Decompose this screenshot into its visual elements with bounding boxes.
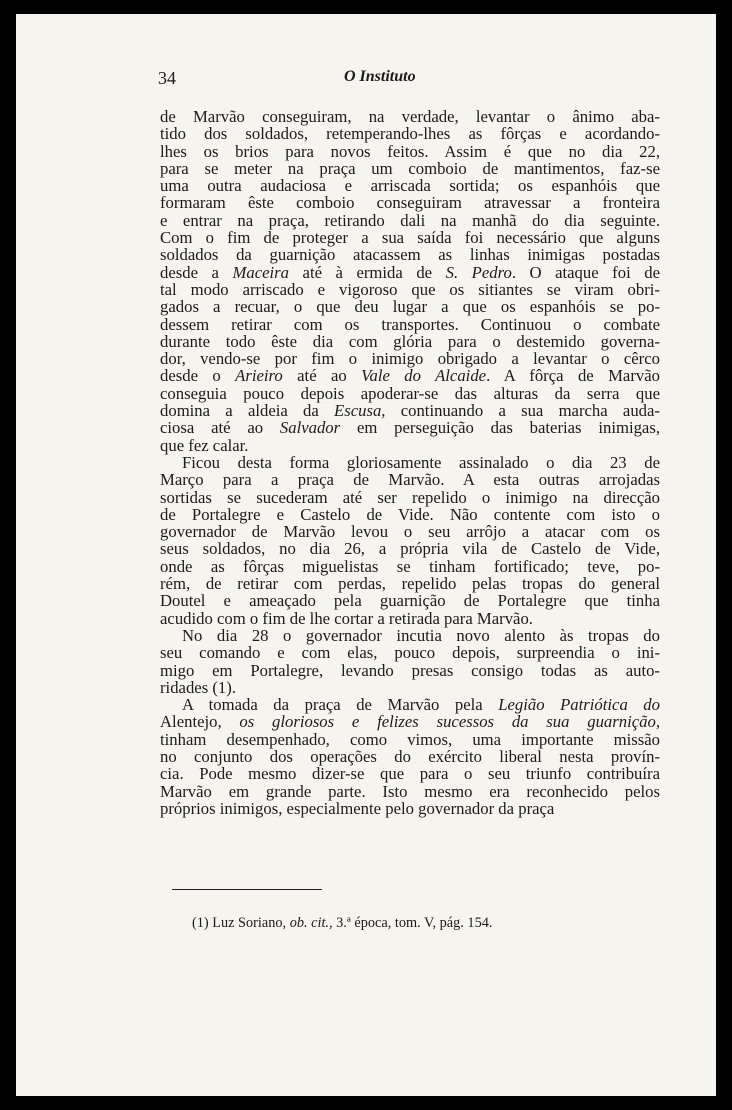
text-line bbox=[160, 506, 660, 523]
text-segment: uma outra audaciosa e arriscada sortida; os espanhóis que bbox=[160, 176, 660, 196]
text-line bbox=[160, 402, 660, 419]
text-segment: No dia 28 o governador incutia novo alento às tropas do bbox=[182, 625, 660, 645]
text-line bbox=[160, 298, 660, 315]
text-segment: dessem retirar com os transportes. Continuou o combate bbox=[160, 314, 660, 334]
text-segment: ridades (1). bbox=[160, 677, 236, 697]
text-line bbox=[160, 177, 660, 194]
text-segment: seu comando e com elas, pouco depois, surpreendia o ini- bbox=[160, 643, 660, 663]
text-segment: em perseguição das baterias inimigas, bbox=[340, 418, 660, 438]
footnote-marker: (1) bbox=[192, 915, 209, 931]
text-segment: conseguia pouco depois apoderar-se das alturas da serra que bbox=[160, 383, 660, 403]
text-segment: continuando a sua marcha auda- bbox=[385, 401, 660, 421]
text-line bbox=[160, 783, 660, 800]
footnote-work: ob. cit., bbox=[289, 915, 333, 931]
text-segment: A tomada da praça de Marvão pela bbox=[182, 695, 499, 715]
text-segment: lhes os brios para novos feitos. Assim é que no dia 22, bbox=[160, 141, 660, 161]
text-segment: que fez calar. bbox=[160, 435, 249, 455]
text-segment: rém, de retirar com perdas, repelido pelas tropas do general bbox=[160, 574, 660, 594]
text-segment: até à ermida de bbox=[289, 262, 446, 282]
text-segment: dor, vendo-se por fim o inimigo obrigado a levantar o cêrco bbox=[160, 349, 660, 369]
page-number: 34 bbox=[158, 68, 176, 88]
text-segment: sortidas se sucederam até ser repelido o inimigo na direcção bbox=[160, 487, 660, 507]
text-line bbox=[160, 281, 660, 298]
text-segment: governador de Marvão levou o seu arrôjo a atacar com os bbox=[160, 522, 660, 542]
text-segment: . A fôrça de Marvão bbox=[486, 366, 660, 386]
text-line bbox=[160, 540, 660, 557]
text-segment: tal modo arriscado e vigoroso que os sitiantes se viram obri- bbox=[160, 279, 660, 299]
text-line bbox=[160, 194, 660, 211]
text-line bbox=[160, 610, 660, 627]
text-segment: desde o bbox=[160, 366, 236, 386]
running-title: O Instituto bbox=[344, 68, 416, 85]
italic-segment: Arieiro bbox=[235, 366, 283, 386]
text-line bbox=[160, 731, 660, 748]
text-line bbox=[160, 696, 660, 713]
text-segment: Ficou desta forma gloriosamente assinalado o dia 23 de bbox=[182, 452, 660, 472]
text-line bbox=[160, 316, 660, 333]
text-segment: seus soldados, no dia 26, a própria vila de Castelo de Vide, bbox=[160, 539, 660, 559]
book-page bbox=[16, 14, 716, 1096]
text-segment: ciosa até ao bbox=[160, 418, 280, 438]
text-segment: e entrar na praça, retirando dali na manhã do dia seguinte. bbox=[160, 210, 660, 230]
text-line bbox=[160, 592, 660, 609]
body-text bbox=[160, 108, 660, 817]
text-segment: no conjunto dos operações do exército liberal nesta provín- bbox=[160, 746, 660, 766]
text-segment: gados a recuar, o que deu lugar a que os espanhóis se po- bbox=[160, 297, 660, 317]
text-line bbox=[160, 350, 660, 367]
italic-segment: Salvador bbox=[279, 418, 341, 438]
text-line bbox=[160, 143, 660, 160]
footnote bbox=[192, 915, 612, 932]
text-line bbox=[160, 523, 660, 540]
italic-segment: Vale do Alcaide bbox=[361, 366, 487, 386]
text-line bbox=[160, 471, 660, 488]
text-segment: acudido com o fim de lhe cortar a retirada para Marvão. bbox=[160, 608, 533, 628]
italic-segment: Maceira bbox=[232, 262, 290, 282]
text-line bbox=[160, 125, 660, 142]
text-segment: para se meter na praça um comboio de mantimentos, faz-se bbox=[160, 158, 660, 178]
text-segment: Março para a praça de Marvão. A esta outras arrojadas bbox=[160, 470, 660, 490]
text-segment: desde a bbox=[160, 262, 233, 282]
text-segment: migo em Portalegre, levando presas consigo todas as auto- bbox=[160, 660, 660, 680]
text-line bbox=[160, 419, 660, 436]
text-segment: tinham desempenhado, como vimos, uma importante missão bbox=[160, 729, 660, 749]
page-header bbox=[158, 68, 658, 92]
text-line bbox=[160, 229, 660, 246]
italic-segment: os gloriosos e felizes sucessos da sua guarnição, bbox=[221, 712, 660, 732]
text-line bbox=[160, 765, 660, 782]
text-segment: formaram êste comboio conseguiram atravessar a fronteira bbox=[160, 193, 660, 213]
footnote-reference: 3.ª época, tom. V, pág. 154. bbox=[336, 915, 493, 931]
text-line bbox=[160, 713, 660, 730]
text-line bbox=[160, 264, 660, 281]
italic-segment: S. Pedro bbox=[445, 262, 512, 282]
text-segment: Com o fim de proteger a sua saída foi necessário que alguns bbox=[160, 228, 660, 248]
text-line bbox=[160, 454, 660, 471]
text-line bbox=[160, 212, 660, 229]
text-line bbox=[160, 644, 660, 661]
text-line bbox=[160, 246, 660, 263]
text-segment: cia. Pode mesmo dizer-se que para o seu triunfo contribuíra bbox=[160, 764, 660, 784]
text-segment: próprios inimigos, especialmente pelo governador da praça bbox=[160, 798, 555, 818]
text-segment: de Portalegre e Castelo de Vide. Não contente com isto o bbox=[160, 504, 660, 524]
text-segment: Doutel e ameaçado pela guarnição de Portalegre que tinha bbox=[160, 591, 660, 611]
text-line bbox=[160, 575, 660, 592]
text-line bbox=[160, 558, 660, 575]
text-segment: de Marvão conseguiram, na verdade, levantar o ânimo aba- bbox=[160, 107, 660, 126]
footnote-author: Luz Soriano, bbox=[212, 915, 287, 931]
text-segment: tido dos soldados, retemperando-lhes as fôrças e acordando- bbox=[160, 124, 660, 144]
text-segment: até ao bbox=[282, 366, 362, 386]
text-line bbox=[160, 489, 660, 506]
italic-segment: Escusa, bbox=[334, 401, 386, 421]
text-segment: Alentejo, bbox=[160, 712, 222, 732]
text-line bbox=[160, 437, 660, 454]
text-line bbox=[160, 800, 660, 817]
text-line bbox=[160, 333, 660, 350]
text-line bbox=[160, 679, 660, 696]
text-segment: domina a aldeia da bbox=[160, 401, 335, 421]
text-line bbox=[160, 160, 660, 177]
footnote-rule bbox=[172, 889, 322, 890]
text-line bbox=[160, 385, 660, 402]
text-segment: durante todo êste dia com glória para o destemido governa- bbox=[160, 331, 660, 351]
text-line bbox=[160, 367, 660, 384]
text-line bbox=[160, 627, 660, 644]
text-segment: Marvão em grande parte. Isto mesmo era reconhecido pelos bbox=[160, 781, 660, 801]
italic-segment: Legião Patriótica do bbox=[498, 695, 660, 715]
text-line bbox=[160, 108, 660, 125]
text-segment: soldados da guarnição atacassem as linhas inimigas postadas bbox=[160, 245, 660, 265]
text-line bbox=[160, 748, 660, 765]
text-line bbox=[160, 662, 660, 679]
text-segment: onde as fôrças miguelistas se tinham fortificado; teve, po- bbox=[160, 556, 660, 576]
text-segment: . O ataque foi de bbox=[511, 262, 660, 282]
